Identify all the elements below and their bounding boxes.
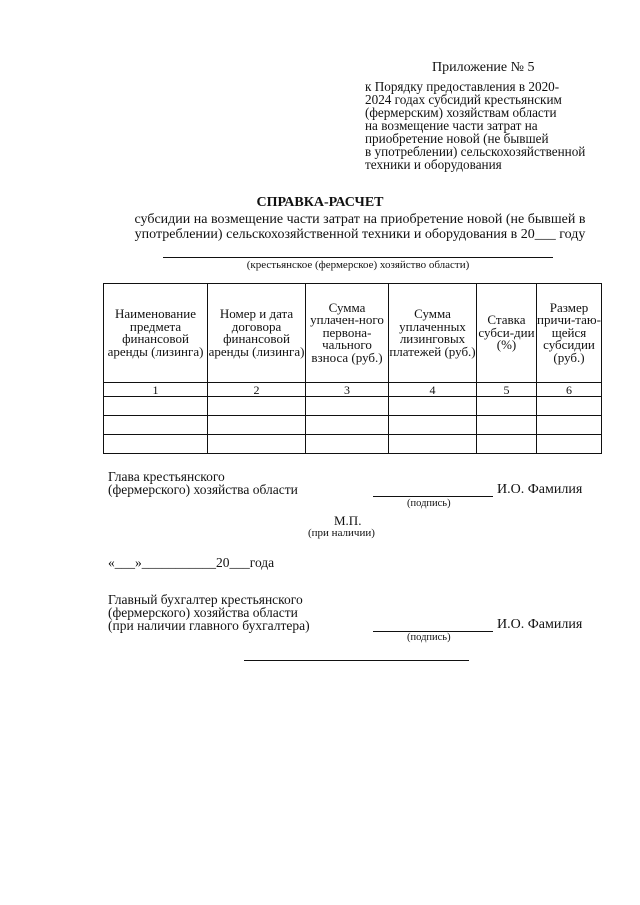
table-cell[interactable] (389, 416, 477, 435)
head-label: Глава крестьянского (фермерского) хозяйства области (108, 469, 298, 497)
header-cell: Размер причи-таю-щейся субсидии (руб.) (537, 284, 602, 383)
table-cell[interactable] (104, 435, 208, 454)
table-cell[interactable] (477, 397, 537, 416)
header-cell: Сумма уплачен-ного первона-чального взноса (руб.) (306, 284, 389, 383)
table-cell[interactable] (477, 416, 537, 435)
column-number: 6 (537, 383, 602, 397)
table-cell[interactable] (208, 397, 306, 416)
appendix-title: Приложение № 5 (432, 60, 535, 75)
table-cell[interactable] (477, 435, 537, 454)
calculation-table (103, 283, 602, 454)
table-cell[interactable] (306, 416, 389, 435)
column-number: 4 (389, 383, 477, 397)
column-number: 5 (477, 383, 537, 397)
table-row (104, 416, 602, 435)
table-header-row (104, 284, 602, 383)
header-cell: Сумма уплаченных лизинговых платежей (руб.) (389, 284, 477, 383)
head-signature-line[interactable] (373, 496, 493, 497)
table-cell[interactable] (208, 435, 306, 454)
farm-name-line (163, 257, 553, 258)
table-cell[interactable] (208, 416, 306, 435)
stamp-note: (при наличии) (308, 527, 375, 539)
accountant-name: И.О. Фамилия (497, 617, 583, 632)
table-cell[interactable] (306, 435, 389, 454)
farm-name-caption: (крестьянское (фермерское) хозяйство области) (246, 259, 470, 271)
head-name: И.О. Фамилия (497, 482, 583, 497)
head-signature-caption: (подпись) (407, 498, 451, 509)
header-cell: Номер и дата договора финансовой аренды (лизинга) (208, 284, 306, 383)
date-line[interactable]: «___»___________20___года (108, 555, 275, 570)
column-number: 1 (104, 383, 208, 397)
table-row (104, 397, 602, 416)
column-number: 3 (306, 383, 389, 397)
table-cell[interactable] (306, 397, 389, 416)
table-number-row (104, 383, 602, 397)
table-cell[interactable] (537, 397, 602, 416)
document-subtitle: субсидии на возмещение части затрат на приобретение новой (не бывшей в употреблении) сельскохозяйственной техники и оборудования в 20___ году (134, 212, 586, 242)
table-cell[interactable] (537, 416, 602, 435)
table-cell[interactable] (389, 397, 477, 416)
header-cell: Наименование предмета финансовой аренды (лизинга) (104, 284, 208, 383)
table-cell[interactable] (389, 435, 477, 454)
closing-divider (244, 660, 469, 661)
accountant-label: Главный бухгалтер крестьянского (фермерского) хозяйства области (при наличии главного бухгалтера) (108, 592, 310, 633)
table-cell[interactable] (104, 416, 208, 435)
appendix-reference: к Порядку предоставления в 2020- 2024 годах субсидий крестьянским (фермерским) хозяйствам области на возмещение части затрат на приобретение новой (не бывшей в употреблении) сельскохозяйственной техники и оборудования (365, 79, 586, 172)
column-number: 2 (208, 383, 306, 397)
table-cell[interactable] (104, 397, 208, 416)
accountant-signature-caption: (подпись) (407, 632, 451, 643)
document-title: СПРАВКА-РАСЧЕТ (256, 195, 384, 210)
stamp-label: М.П. (334, 513, 362, 528)
table-cell[interactable] (537, 435, 602, 454)
table-row (104, 435, 602, 454)
header-cell: Ставка субси-дии (%) (477, 284, 537, 383)
